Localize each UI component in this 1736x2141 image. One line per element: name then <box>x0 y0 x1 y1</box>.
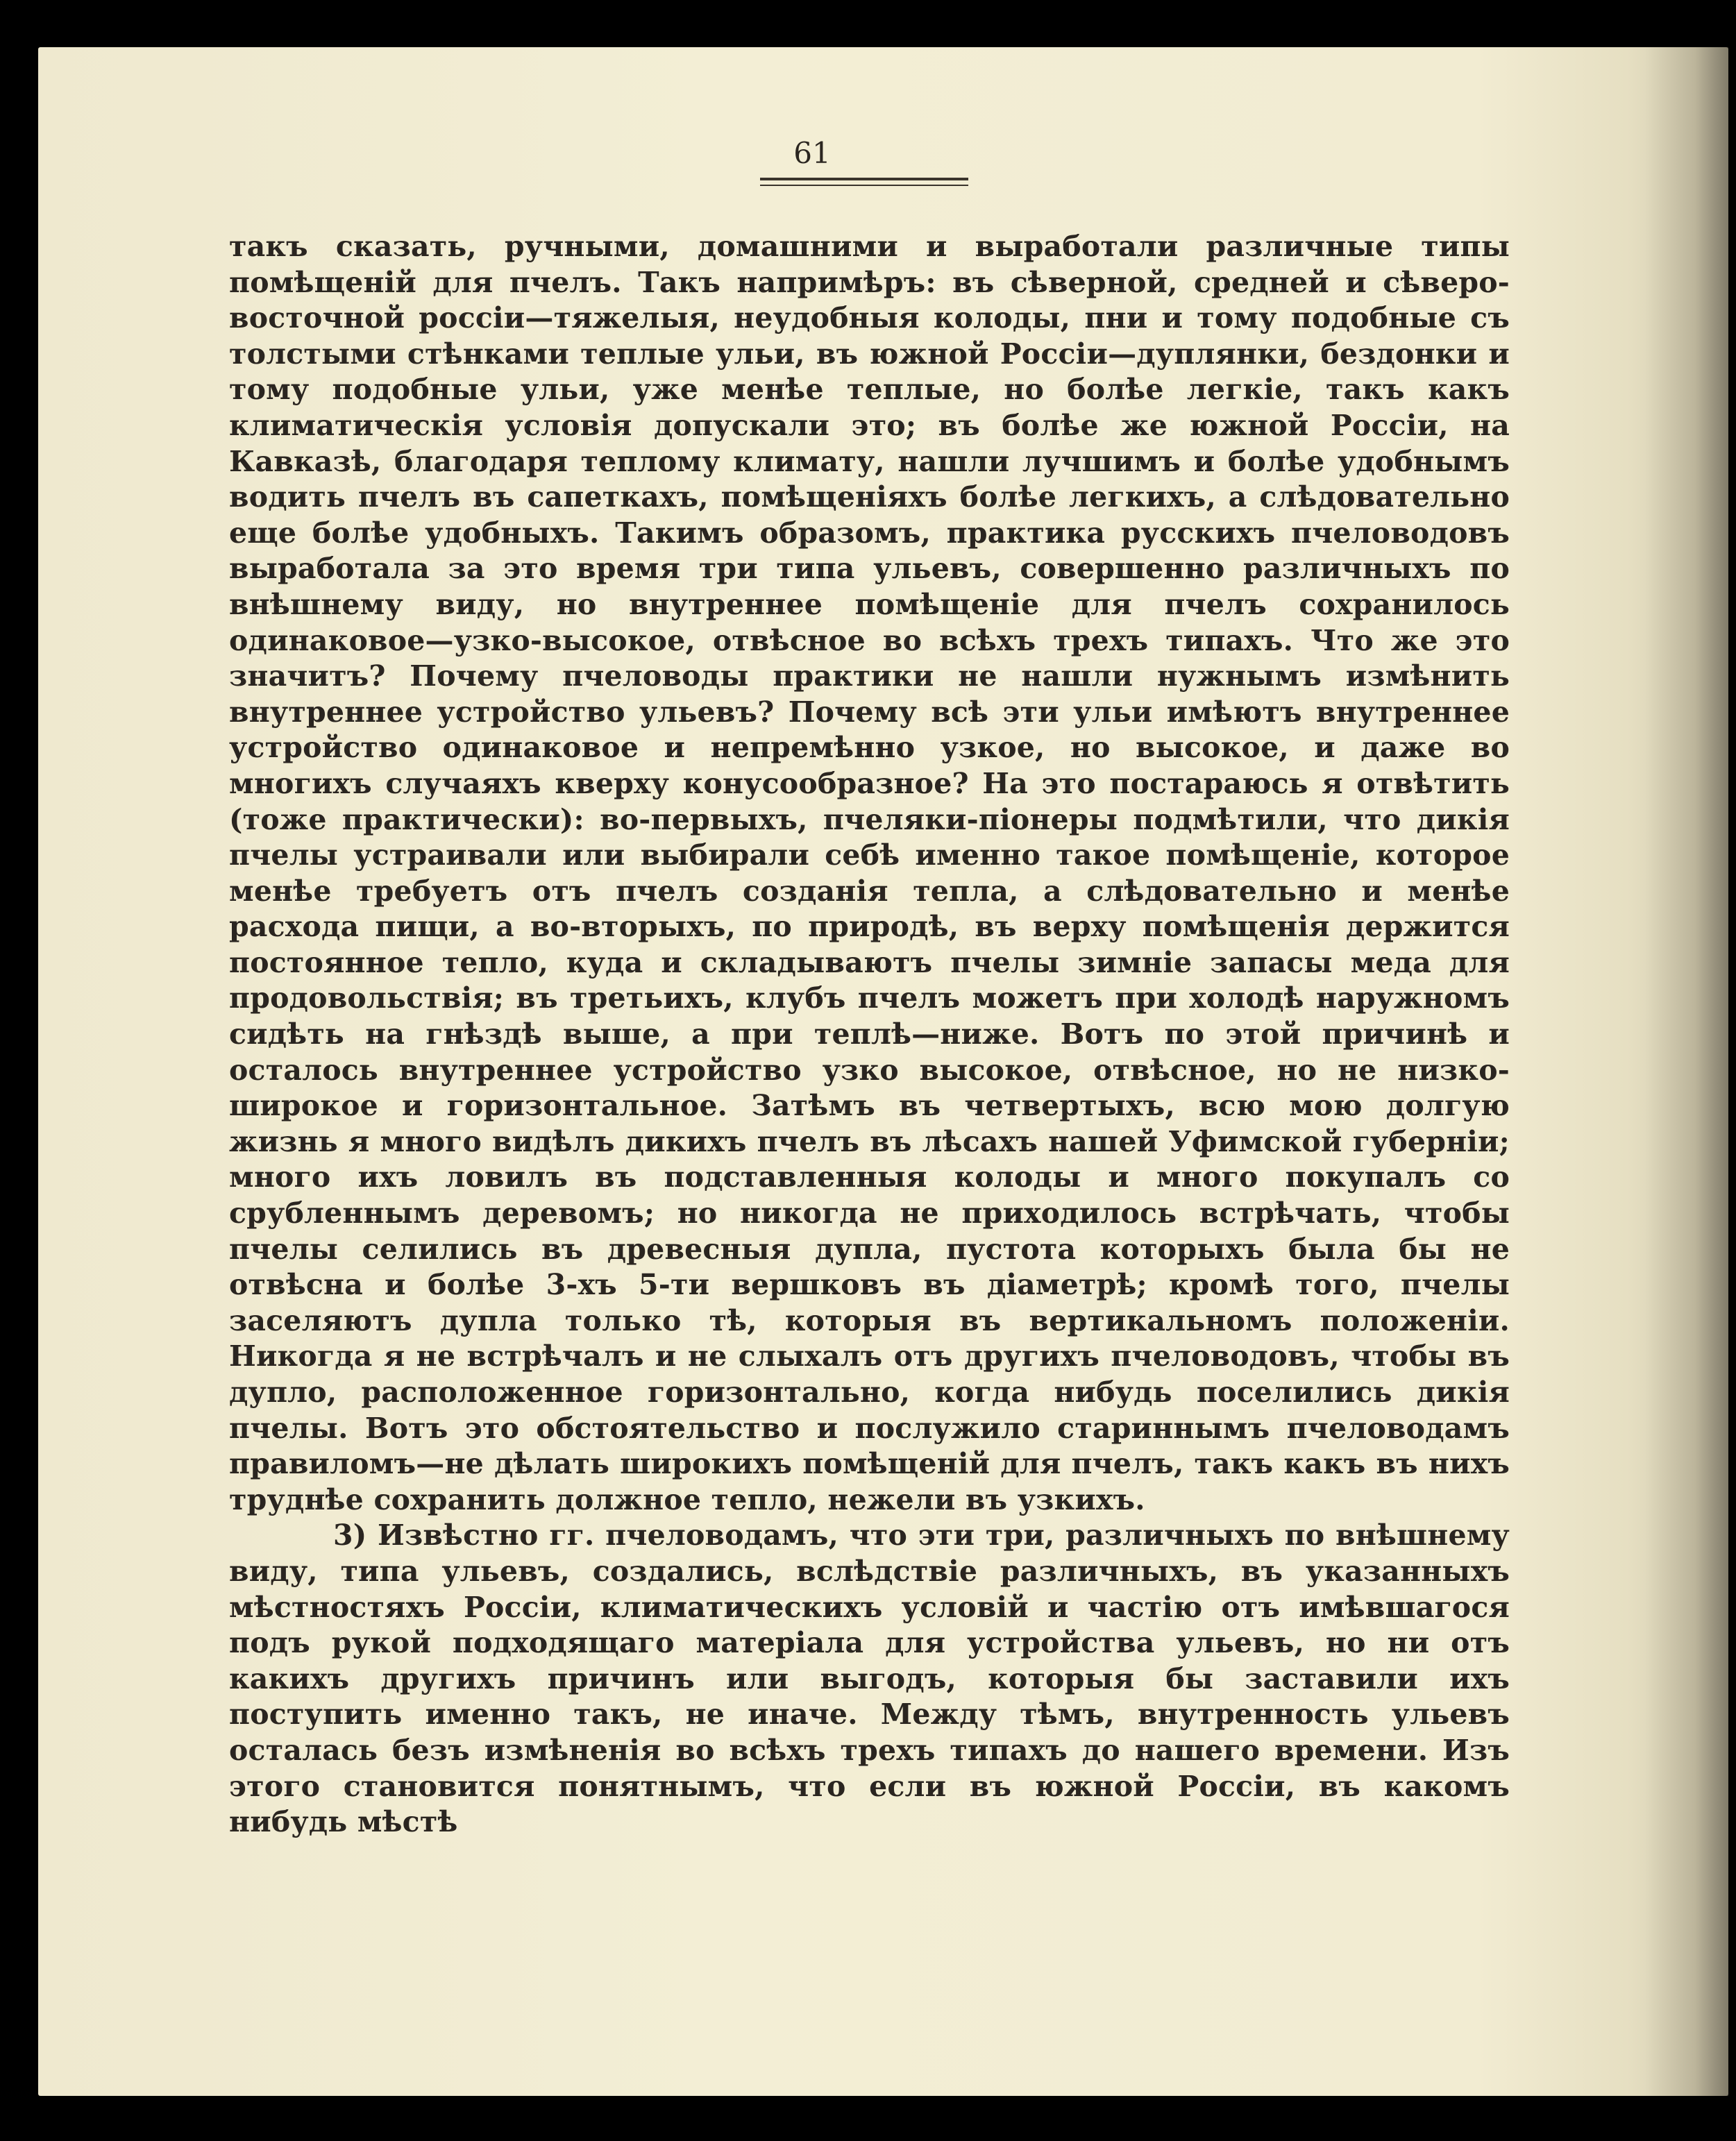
page-body <box>229 229 1510 1840</box>
paragraph: 3) Извѣстно гг. пчеловодамъ, что эти три, различныхъ по внѣшнему виду, типа ульевъ, создались, вслѣдствіе различныхъ, въ указанныхъ мѣстностяхъ Россіи, климатическихъ условій и частію отъ имѣвшагося подъ рукой подходящаго матеріала для устройства ульевъ, но ни отъ какихъ другихъ причинъ или выгодъ, которыя бы заставили ихъ поступить именно такъ, не иначе. Между тѣмъ, внутренность ульевъ осталась безъ измѣненія во всѣхъ трехъ типахъ до нашего времени. Изъ этого становится понятнымъ, что если въ южной Россіи, въ какомъ нибудь мѣстѣ <box>229 1518 1510 1839</box>
header-rule-thin <box>760 185 968 186</box>
paragraph: такъ сказать, ручными, домашними и выработали различные типы помѣщеній для пчелъ. Такъ напримѣръ: въ сѣверной, средней и сѣверо-восточной россіи—тяжелыя, неудобныя колоды, пни и тому подобные съ толстыми стѣнками теплые ульи, въ южной Россіи—дуплянки, бездонки и тому подобные ульи, уже менѣе теплые, но болѣе легкіе, такъ какъ климатическія условія допускали это; въ болѣе же южной Россіи, на Кавказѣ, благодаря теплому климату, нашли лучшимъ и болѣе удобнымъ водить пчелъ въ сапеткахъ, помѣщеніяхъ болѣе легкихъ, а слѣдовательно еще болѣе удобныхъ. Такимъ образомъ, практика русскихъ пчеловодовъ выработала за это время три типа ульевъ, совершенно различныхъ по внѣшнему виду, но внутреннее помѣщеніе для пчелъ сохранилось одинаковое—узко-высокое, отвѣсное во всѣхъ трехъ типахъ. Что же это значитъ? Почему пчеловоды практики не нашли нужнымъ измѣнить внутреннее устройство ульевъ? Почему всѣ эти ульи имѣютъ внутреннее устройство одинаковое и непремѣнно узкое, но высокое, и даже во многихъ случаяхъ кверху конусообразное? На это постараюсь я отвѣтить (тоже практически): во-первыхъ, пчеляки-піонеры подмѣтили, что дикія пчелы устраивали или выбирали себѣ именно такое помѣщеніе, которое менѣе требуетъ отъ пчелъ созданія тепла, а слѣдовательно и менѣе расхода пищи, а во-вторыхъ, по природѣ, въ верху помѣщенія держится постоянное тепло, куда и складываютъ пчелы зимніе запасы меда для продовольствія; въ третьихъ, клубъ пчелъ можетъ при холодѣ наружномъ сидѣть на гнѣздѣ выше, а при теплѣ—ниже. Вотъ по этой причинѣ и осталось внутреннее устройство узко высокое, отвѣсное, но не низко-широкое и горизонтальное. Затѣмъ въ четвертыхъ, всю мою долгую жизнь я много видѣлъ дикихъ пчелъ въ лѣсахъ нашей Уфимской губерніи; много ихъ ловилъ въ подставленныя колоды и много покупалъ со срубленнымъ деревомъ; но никогда не приходилось встрѣчать, чтобы пчелы селились въ древесныя дупла, пустота которыхъ была бы не отвѣсна и болѣе 3-хъ 5-ти вершковъ въ діаметрѣ; кромѣ того, пчелы заселяютъ дупла только тѣ, которыя въ вертикальномъ положеніи. Никогда я не встрѣчалъ и не слыхалъ отъ другихъ пчеловодовъ, чтобы въ дупло, расположенное горизонтально, когда нибудь поселились дикія пчелы. Вотъ это обстоятельство и послужило стариннымъ пчеловодамъ правиломъ—не дѣлать широкихъ помѣщеній для пчелъ, такъ какъ въ нихъ труднѣе сохранить должное тепло, нежели въ узкихъ. <box>229 230 1510 1516</box>
page-edge-shadow <box>1645 47 1728 2096</box>
header-rule <box>760 178 968 180</box>
page-number: 61 <box>793 136 831 170</box>
